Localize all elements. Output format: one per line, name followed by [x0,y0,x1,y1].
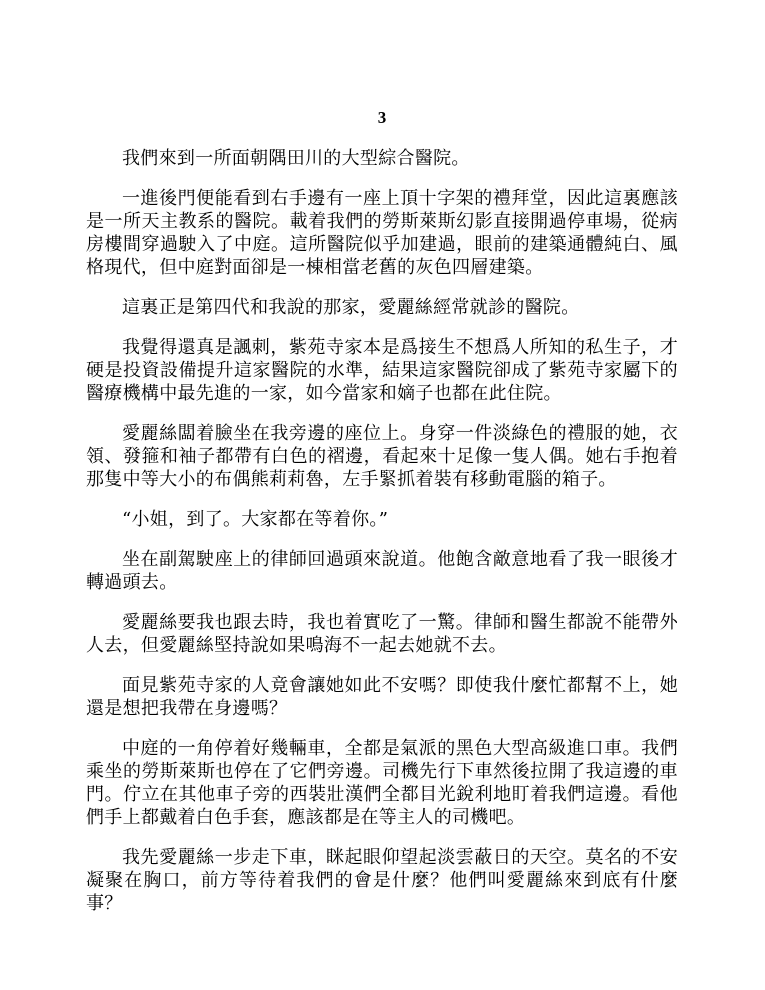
paragraph-1: 我們來到一所面朝隅田川的大型綜合醫院。 [122,148,470,169]
paragraph-3: 這裏正是第四代和我說的那家，愛麗絲經常就診的醫院。 [122,297,580,318]
paragraph-2: 一進後門便能看到右手邊有一座上頂十字架的禮拜堂，因此這裏應該是一所天主教系的醫院。載着我們的勞斯萊斯幻影直接開過停車場，從病房樓間穿過駛入了中庭。這所醫院似乎加建過，眼前的建築通體純白、風格現代，但中庭對面卻是一棟相當老舊的灰色四層建築。 [86,188,678,278]
paragraph-11: 我先愛麗絲一步走下車，眯起眼仰望起淡雲蔽日的天空。莫名的不安凝聚在胸口，前方等待着我們的會是什麼？他們叫愛麗絲來到底有什麼事？ [86,847,678,914]
paragraph-9: 面見紫苑寺家的人竟會讓她如此不安嗎？即使我什麼忙都幫不上，她還是想把我帶在身邊嗎？ [86,675,678,719]
paragraph-8: 愛麗絲要我也跟去時，我也着實吃了一驚。律師和醫生都說不能帶外人去，但愛麗絲堅持說如果鳴海不一起去她就不去。 [86,612,678,656]
paragraph-7: 坐在副駕駛座上的律師回過頭來說道。他飽含敵意地看了我一眼後才轉過頭去。 [86,549,678,593]
paragraph-10: 中庭的一角停着好幾輛車，全都是氣派的黑色大型高級進口車。我們乘坐的勞斯萊斯也停在了它們旁邊。司機先行下車然後拉開了我這邊的車門。佇立在其他車子旁的西裝壯漢們全都目光銳利地盯着我們這邊。看他們手上都戴着白色手套，應該都是在等主人的司機吧。 [86,738,678,828]
book-page [86,107,678,932]
paragraph-6: “小姐，到了。大家都在等着你。” [122,509,389,530]
paragraph-4: 我覺得還真是諷刺，紫苑寺家本是爲接生不想爲人所知的私生子，才硬是投資設備提升這家醫院的水準，結果這家醫院卻成了紫苑寺家屬下的醫療機構中最先進的一家，如今當家和嫡子也都在此住院。 [86,337,678,404]
paragraph-5: 愛麗絲闆着臉坐在我旁邊的座位上。身穿一件淡綠色的禮服的她，衣領、發箍和袖子都帶有白色的褶邊，看起來十足像一隻人偶。她右手抱着那隻中等大小的布偶熊莉莉魯，左手緊抓着裝有移動電腦的箱子。 [86,423,678,490]
chapter-number: 3 [377,108,387,127]
